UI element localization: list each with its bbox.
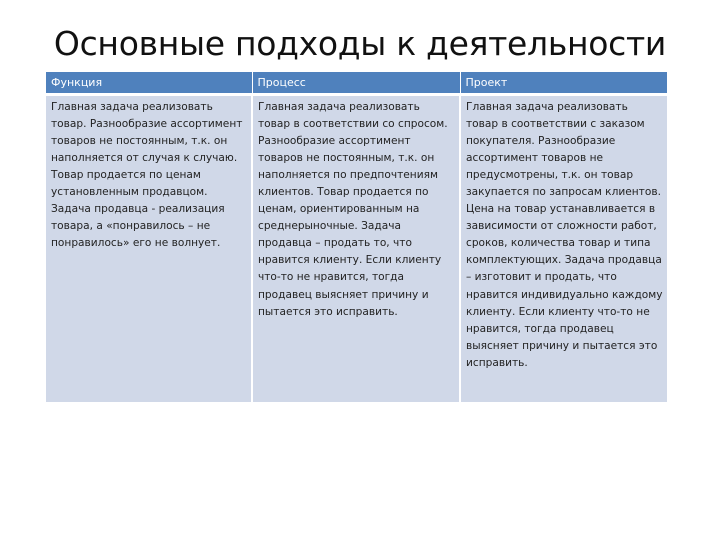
approaches-table — [46, 72, 667, 402]
cell-project: Главная задача реализовать товар в соответствии с заказом покупателя. Разнообразие ассортимент товаров не предусмотрены, т.к. он товар закупается по запросам клиентов. Цена на товар устанавливается в зависимости от сложности работ, сроков, количества товар и типа комплектующих. Задача продавца – изготовит и продать, что нравится индивидуально каждому клиенту. Если клиенту что-то не нравится, тогда продавец выясняет причину и пытается это исправить. — [460, 95, 667, 403]
header-project: Проект — [460, 72, 667, 95]
slide-title: Основные подходы к деятельности — [53, 24, 667, 63]
cell-process: Главная задача реализовать товар в соответствии со спросом. Разнообразие ассортимент товаров не постоянным, т.к. он наполняется по предпочтениям клиентов. Товар продается по ценам, ориентированным на среднерыночные. Задача продавца – продать то, что нравится клиенту. Если клиенту что-то не нравится, тогда продавец выясняет причину и пытается это исправить. — [252, 95, 460, 403]
table-header-row — [46, 72, 667, 95]
header-process: Процесс — [252, 72, 460, 95]
table-row — [46, 95, 667, 403]
header-function: Функция — [46, 72, 252, 95]
cell-function: Главная задача реализовать товар. Разнообразие ассортимент товаров не постоянным, т.к. он наполняется от случая к случаю. Товар продается по ценам установленным продавцом. Задача продавца - реализация товара, а «понравилось – не понравилось» его не волнует. — [46, 95, 252, 403]
